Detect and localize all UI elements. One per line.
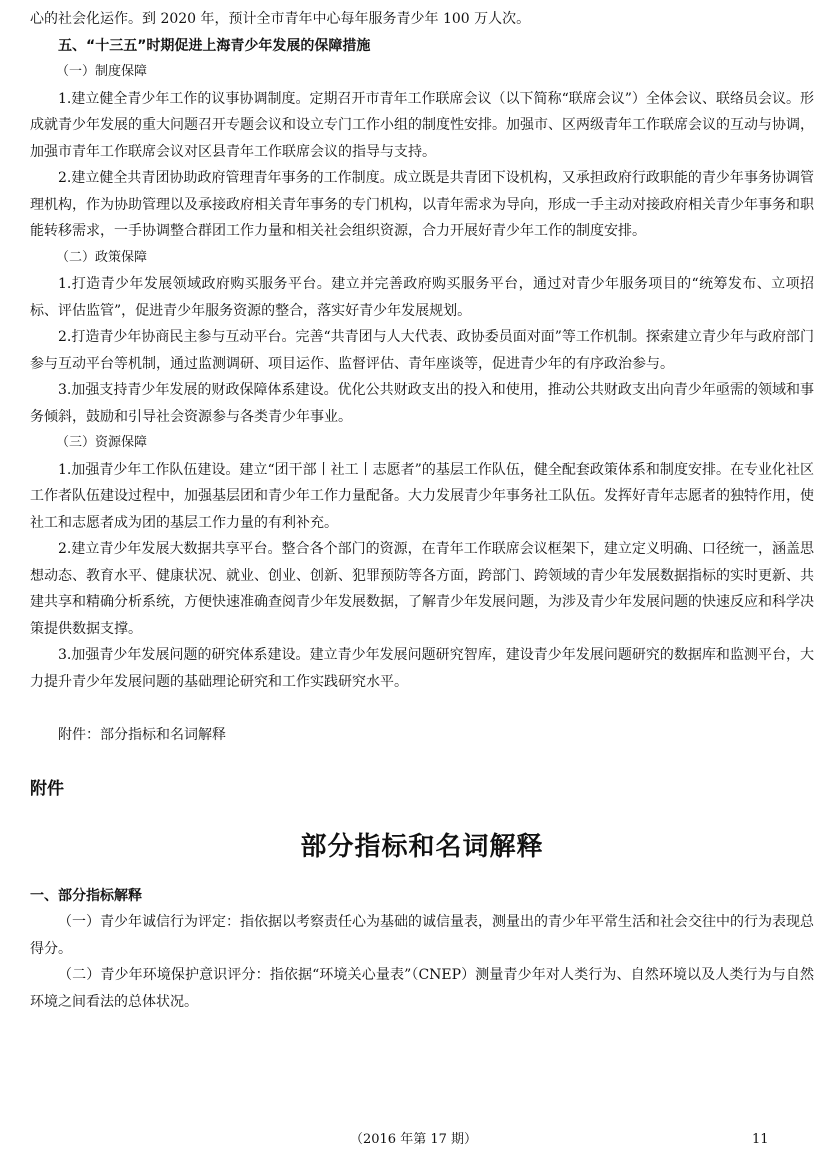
subsection-resource-heading: （三）资源保障 [56,435,148,450]
paragraph: 2.打造青少年协商民主参与互动平台。完善“共青团与人大代表、政协委员面对面”等工作机制。探索建立青少年与政府部门参与互动平台等机制，通过监测调研、项目运作、监督评估、青年座谈等，促进青少年的有序政治参与。 [30,329,814,372]
paragraph: （二）青少年环境保护意识评分：指依据“环境关心量表”（CNEP）测量青少年对人类行为、自然环境以及人类行为与自然环境之间看法的总体状况。 [30,967,814,1010]
paragraph: 1.加强青少年工作队伍建设。建立“团干部丨社工丨志愿者”的基层工作队伍，健全配套政策体系和制度安排。在专业化社区工作者队伍建设过程中，加强基层团和青少年工作力量配备。大力发展青少年事务社工队伍。发挥好青年志愿者的独特作用，使社工和志愿者成为团的基层工作力量的有利补充。 [30,461,814,531]
issue-label: （2016 年第 17 期） [349,1132,478,1147]
paragraph: 1.打造青少年发展领域政府购买服务平台。建立并完善政府购买服务平台，通过对青少年服务项目的“统筹发布、立项招标、评估监管”，促进青少年服务资源的整合，落实好青少年发展规划。 [30,276,814,319]
appendix-section-heading: 一、部分指标解释 [30,887,142,904]
appendix-label: 附件 [30,778,64,799]
page-content [30,6,814,1015]
page-number: 11 [752,1132,769,1147]
paragraph: 3.加强支持青少年发展的财政保障体系建设。优化公共财政支出的投入和使用，推动公共财政支出向青少年亟需的领域和事务倾斜，鼓励和引导社会资源参与各类青少年事业。 [30,382,814,425]
subsection-policy-heading: （二）政策保障 [56,249,148,265]
attachment-note: 附件：部分指标和名词解释 [58,727,226,743]
lead-paragraph: 心的社会化运作。到 2020 年，预计全市青年中心每年服务青少年 100 万人次。 [30,11,531,27]
appendix-title: 部分指标和名词解释 [300,831,544,862]
paragraph: 2.建立健全共青团协助政府管理青年事务的工作制度。成立既是共青团下设机构，又承担政府行政职能的青少年事务协调管理机构，作为协助管理以及承接政府相关青年事务的专门机构，以青年需求为导向，形成一手主动对接政府相关青少年事务和职能转移需求，一手协调整合群团工作力量和相关社会组织资源，合力开展好青少年工作的制度安排。 [30,170,814,239]
section-five-heading: 五、“十三五”时期促进上海青少年发展的保障措施 [58,37,371,54]
subsection-institutional-heading: （一）制度保障 [56,64,148,79]
paragraph: （一）青少年诚信行为评定：指依据以考察责任心为基础的诚信量表，测量出的青少年平常生活和社会交往中的行为表现总得分。 [30,914,814,957]
paragraph: 3.加强青少年发展问题的研究体系建设。建立青少年发展问题研究智库，建设青少年发展问题研究的数据库和监测平台，大力提升青少年发展问题的基础理论研究和工作实践研究水平。 [30,647,814,690]
paragraph: 1.建立健全青少年工作的议事协调制度。定期召开市青年工作联席会议（以下简称“联席会议”）全体会议、联络员会议。形成就青少年发展的重大问题召开专题会议和设立专门工作小组的制度性安排。加强市、区两级青年工作联席会议的互动与协调，加强市青年工作联席会议对区县青年工作联席会议的指导与支持。 [30,90,814,160]
page-footer [0,1128,827,1152]
paragraph: 2.建立青少年发展大数据共享平台。整合各个部门的资源，在青年工作联席会议框架下，建立定义明确、口径统一，涵盖思想动态、教育水平、健康状况、就业、创业、创新、犯罪预防等各方面，跨部门、跨领域的青少年发展数据指标的实时更新、共建共享和精确分析系统，方便快速准确查阅青少年发展数据，了解青少年发展问题，为涉及青少年发展问题的快速反应和科学决策提供数据支撑。 [30,541,814,637]
